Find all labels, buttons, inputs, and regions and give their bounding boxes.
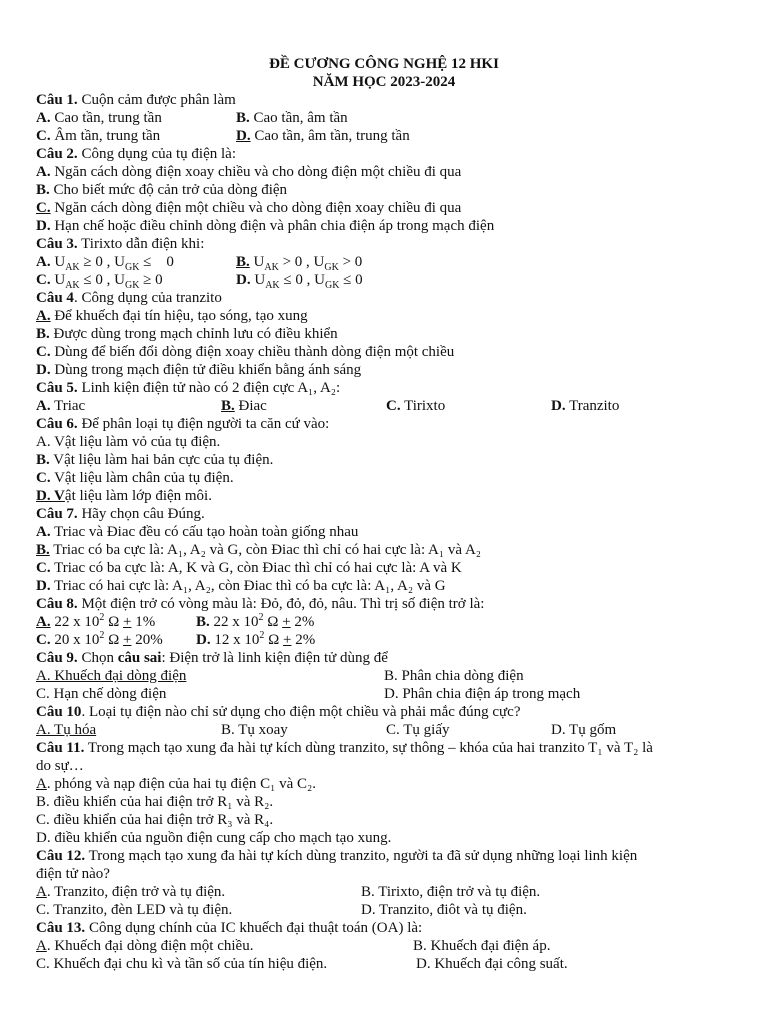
q3-options-row2 xyxy=(36,271,732,289)
q13-option-d: D. Khuếch đại công suất. xyxy=(416,956,568,972)
q7-option-c: C. Triac có ba cực là: A, K và G, còn Điac thì chỉ có hai cực là: A và K xyxy=(36,560,462,576)
q9-options-row1 xyxy=(36,667,732,685)
question-12: Câu 12. Trong mạch tạo xung đa hài tự kích dùng tranzito, người ta đã sử dụng những loại linh kiện xyxy=(36,848,638,864)
q11-option-d: D. điều khiển của nguồn điện cung cấp cho mạch tạo xung. xyxy=(36,830,392,846)
q9-option-a: A. Khuếch đại dòng điện xyxy=(36,668,187,684)
q3-options-row1 xyxy=(36,253,732,271)
q5-option-a: A. Triac xyxy=(36,398,86,414)
q2-option-c: C. Ngăn cách dòng điện một chiều và cho dòng điện xoay chiều đi qua xyxy=(36,200,462,216)
q9-option-d: D. Phân chia điện áp trong mạch xyxy=(384,686,581,702)
q10-option-c: C. Tụ giấy xyxy=(386,722,450,738)
q1-option-a: Cao tần, trung tần xyxy=(54,110,162,126)
question-8: Câu 8. Một điện trở có vòng màu là: Đỏ, đỏ, đỏ, nâu. Thì trị số điện trở là: xyxy=(36,596,485,612)
q12-option-a: A. Tranzito, điện trở và tụ điện. xyxy=(36,884,226,900)
q10-option-a: A. Tụ hóa xyxy=(36,722,97,738)
q3-option-d: D. $U_{AK} \le 0$ , $U_{GK} \le 0$ xyxy=(236,272,363,291)
q10-options xyxy=(36,721,732,739)
question-11-cont: do sự… xyxy=(36,758,84,774)
question-13: Câu 13. Công dụng chính của IC khuếch đại thuật toán (OA) là: xyxy=(36,920,423,936)
q12-options-row1 xyxy=(36,883,732,901)
question-7: Câu 7. Hãy chọn câu Đúng. xyxy=(36,506,205,522)
q13-option-a: A. Khuếch đại dòng điện một chiều. xyxy=(36,938,254,954)
q11-option-c: C. điều khiển của hai điện trở R₃ và R₄. xyxy=(36,812,274,828)
q1-options-row2: C. Âm tần, trung tần D. Cao tần, âm tần, trung tần xyxy=(36,128,410,144)
q5-option-d: D. Tranzito xyxy=(551,398,620,414)
q1-option-c: Âm tần, trung tần xyxy=(54,128,161,144)
q3-option-c: C. $U_{AK} \le 0$ , $U_{GK} \ge 0$ xyxy=(36,272,163,291)
q2-option-b: B. Cho biết mức độ cản trở của dòng điện xyxy=(36,182,288,198)
question-9: Câu 9. Chọn câu sai: Điện trở là linh kiện điện tử dùng để xyxy=(36,650,388,666)
q7-option-a: A. Triac và Điac đều có cấu tạo hoàn toàn giống nhau xyxy=(36,524,359,540)
q6-option-b: B. Vật liệu làm hai bản cực của tụ điện. xyxy=(36,452,274,468)
q3-option-b: B. $U_{AK} > 0$ , $U_{GK} > 0$ xyxy=(236,254,363,273)
q10-option-d: D. Tụ gốm xyxy=(551,722,617,738)
document-subtitle: NĂM HỌC 2023-2024 xyxy=(312,74,456,90)
q2-option-d: D. Hạn chế hoặc điều chỉnh dòng điện và phân chia điện áp trong mạch điện xyxy=(36,218,495,234)
q8-options-row2 xyxy=(36,631,732,649)
q8-options-row1 xyxy=(36,613,732,631)
q10-option-b: B. Tụ xoay xyxy=(221,722,288,738)
q4-option-b: B. Được dùng trong mạch chỉnh lưu có điều khiển xyxy=(36,326,338,342)
q13-option-c: C. Khuếch đại chu kì và tần số của tín hiệu điện. xyxy=(36,956,328,972)
question-4: Câu 4. Công dụng của tranzito xyxy=(36,290,222,306)
q9-options-row2 xyxy=(36,685,732,703)
q4-option-d: D. Dùng trong mạch điện tử điều khiển bằng ánh sáng xyxy=(36,362,362,378)
q6-option-a: A. Vật liệu làm vỏ của tụ điện. xyxy=(36,434,221,450)
question-10: Câu 10. Loại tụ điện nào chỉ sử dụng cho điện một chiều và phải mắc đúng cực? xyxy=(36,704,521,720)
q7-option-b: B. Triac có ba cực là: A₁, A₂ và G, còn Điac thì chỉ có hai cực là: A₁ và A₂ xyxy=(36,542,482,558)
q5-option-c: C. Tirixto xyxy=(386,398,446,414)
q12-option-d: D. Tranzito, điôt và tụ điện. xyxy=(361,902,527,918)
q8-option-c: C. 20 x $10^2$ Ω + 20% xyxy=(36,630,163,648)
document-title: ĐỀ CƯƠNG CÔNG NGHỆ 12 HKI xyxy=(269,56,499,72)
q12-option-b: B. Tirixto, điện trở và tụ điện. xyxy=(361,884,541,900)
question-5: Câu 5. Linh kiện điện tử nào có 2 điện cực A₁, A₂: xyxy=(36,380,341,396)
q13-options-row2 xyxy=(36,955,732,973)
q13-options-row1 xyxy=(36,937,732,955)
q7-option-d: D. Triac có hai cực là: A₁, A₂, còn Điac thì có ba cực là: A₁, A₂ và G xyxy=(36,578,446,594)
q8-option-d: D. 12 x $10^2$ Ω + 2% xyxy=(196,630,316,648)
q1-option-d: Cao tần, âm tần, trung tần xyxy=(254,128,410,144)
q12-option-c: C. Tranzito, đèn LED và tụ điện. xyxy=(36,902,233,918)
q3-option-a: A. $U_{AK} \ge 0$ , $U_{GK}$ ≤ 0 xyxy=(36,254,174,273)
q1-options-row1: A. Cao tần, trung tần B. Cao tần, âm tần xyxy=(36,110,348,126)
q8-option-a: A. 22 x $10^2$ Ω + 1% xyxy=(36,612,156,630)
q9-option-c: C. Hạn chế dòng điện xyxy=(36,686,167,702)
q12-options-row2 xyxy=(36,901,732,919)
q6-option-c: C. Vật liệu làm chân của tụ điện. xyxy=(36,470,234,486)
q2-option-a: A. Ngăn cách dòng điện xoay chiều và cho dòng điện một chiều đi qua xyxy=(36,164,462,180)
question-6: Câu 6. Để phân loại tụ điện người ta căn cứ vào: xyxy=(36,416,330,432)
q5-options xyxy=(36,397,732,415)
q8-option-b: B. 22 x $10^2$ Ω + 2% xyxy=(196,612,315,630)
q9-option-b: B. Phân chia dòng điện xyxy=(384,668,524,684)
q4-option-c: C. Dùng để biến đổi dòng điện xoay chiều thành dòng điện một chiều xyxy=(36,344,455,360)
q11-option-a: A. phóng và nạp điện của hai tụ điện C₁ và C₂. xyxy=(36,776,316,792)
question-11: Câu 11. Trong mạch tạo xung đa hài tự kích dùng tranzito, sự thông – khóa của hai tranzito T₁ và T₂ là xyxy=(36,740,653,756)
question-12-cont: điện tử nào? xyxy=(36,866,110,882)
q11-option-b: B. điều khiển của hai điện trở R₁ và R₂. xyxy=(36,794,274,810)
question-2: Câu 2. Công dụng của tụ điện là: xyxy=(36,146,236,162)
q5-option-b: B. Điac xyxy=(221,398,267,414)
q4-option-a: A. Để khuếch đại tín hiệu, tạo sóng, tạo xung xyxy=(36,308,308,324)
q13-option-b: B. Khuếch đại điện áp. xyxy=(413,938,551,954)
q1-option-b: Cao tần, âm tần xyxy=(253,110,348,126)
question-1: Câu 1. Cuộn cảm được phân làm xyxy=(36,92,236,108)
q6-option-d: D. Vật liệu làm lớp điện môi. xyxy=(36,488,212,504)
question-3: Câu 3. Tirixto dẫn điện khi: xyxy=(36,236,205,252)
